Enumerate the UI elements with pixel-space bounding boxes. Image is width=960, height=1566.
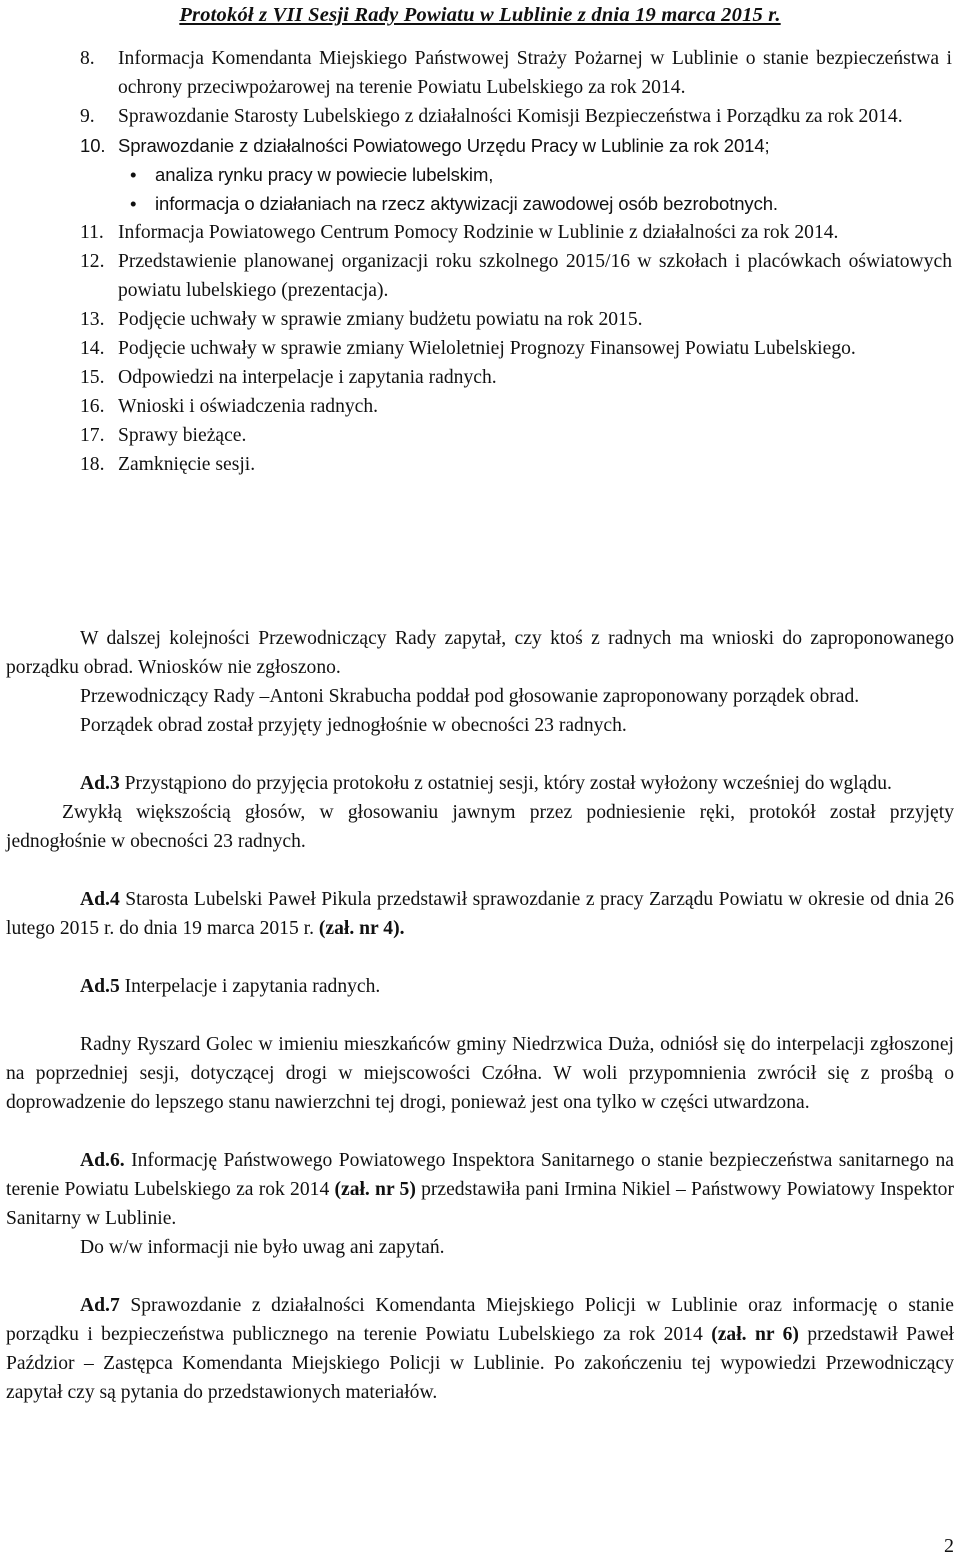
agenda-item-number: 14. (80, 338, 105, 359)
document-body (6, 624, 954, 1407)
section-label: Ad.5 (80, 976, 120, 997)
agenda-item-text: Podjęcie uchwały w sprawie zmiany budżetu powiatu na rok 2015. (118, 309, 643, 330)
section-text: Starosta Lubelski Paweł Pikula przedstawił sprawozdanie z pracy Zarządu Powiatu w okresie od dnia 26 lutego 2015 r. do dnia 19 marca 2015 r. (6, 889, 954, 939)
agenda-item-number: 12. (80, 251, 105, 272)
agenda-item (0, 421, 960, 450)
attachment-ref: (zał. nr 6) (711, 1324, 799, 1345)
agenda-item (0, 334, 960, 363)
section-text: Informację Państwowego Powiatowego Inspektora Sanitarnego o stanie bezpieczeństwa sanitarnego na terenie Powiatu Lubelskiego za rok 2014 (6, 1150, 954, 1200)
agenda-item-text: Sprawozdanie z działalności Powiatowego Urzędu Pracy w Lublinie za rok 2014; (118, 135, 770, 156)
agenda-item-number: 18. (80, 454, 105, 475)
agenda-item (0, 305, 960, 334)
agenda-subitem (118, 160, 952, 189)
paragraph: Zwykłą większością głosów, w głosowaniu jawnym przez podniesienie ręki, protokół został przyjęty jednogłośnie w obecności 23 radnych. (6, 802, 954, 852)
agenda-item (0, 247, 960, 305)
agenda-item (0, 218, 960, 247)
agenda-item-number: 16. (80, 396, 105, 417)
agenda-item (0, 450, 960, 479)
bullet-icon: • (130, 164, 137, 185)
agenda-item-text: Informacja Powiatowego Centrum Pomocy Rodzinie w Lublinie z działalności za rok 2014. (118, 222, 839, 243)
section-text: Sprawozdanie z działalności Komendanta Miejskiego Policji w Lublinie oraz informację o stanie porządku i bezpieczeństwa publicznego na terenie Powiatu Lubelskiego za rok 2014 (6, 1295, 954, 1345)
agenda-item-number: 17. (80, 425, 105, 446)
section-label: Ad.6. (80, 1150, 125, 1171)
agenda-item (0, 363, 960, 392)
page-header: Protokół z VII Sesji Rady Powiatu w Lublinie z dnia 19 marca 2015 r. (179, 4, 781, 26)
agenda-item-number: 13. (80, 309, 105, 330)
page-number: 2 (944, 1535, 954, 1557)
agenda-item (0, 44, 960, 102)
agenda-item-text: Wnioski i oświadczenia radnych. (118, 396, 379, 417)
agenda-item-text: Podjęcie uchwały w sprawie zmiany Wieloletniej Prognozy Finansowej Powiatu Lubelskiego. (118, 338, 856, 359)
agenda-item-text: Sprawy bieżące. (118, 425, 247, 446)
paragraph-ad5 (6, 972, 954, 1001)
agenda-item-number: 11. (80, 222, 104, 243)
section-label: Ad.7 (80, 1295, 120, 1316)
paragraph: Przewodniczący Rady –Antoni Skrabucha poddał pod głosowanie zaproponowany porządek obrad. (80, 686, 860, 707)
section-text: Interpelacje i zapytania radnych. (119, 976, 381, 997)
agenda-item (0, 392, 960, 421)
agenda-item (0, 102, 960, 131)
paragraph-ad7 (6, 1291, 954, 1407)
agenda-subitem-text: analiza rynku pracy w powiecie lubelskim, (155, 164, 494, 185)
agenda-item (0, 131, 960, 218)
attachment-ref: (zał. nr 5) (334, 1179, 416, 1200)
paragraph: Do w/w informacji nie było uwag ani zapytań. (80, 1237, 445, 1258)
agenda-subitem-text: informacja o działaniach na rzecz aktywizacji zawodowej osób bezrobotnych. (155, 193, 778, 214)
paragraph-ad3 (6, 769, 954, 798)
agenda-item-text: Sprawozdanie Starosty Lubelskiego z działalności Komisji Bezpieczeństwa i Porządku za rok 2014. (118, 106, 903, 127)
agenda-item-number: 8. (80, 48, 95, 69)
agenda-sublist (118, 160, 952, 218)
agenda-subitem (118, 189, 952, 218)
section-text: przedstawiła pani Irmina Nikiel – Państwowy Powiatowy Inspektor Sanitarny w Lublinie. (6, 1179, 954, 1229)
section-text: Przystąpiono do przyjęcia protokołu z ostatniej sesji, który został wyłożony wcześniej do wglądu. (119, 773, 892, 794)
paragraph-ad6 (6, 1146, 954, 1233)
section-text: przedstawił Paweł Paździor – Zastępca Komendanta Miejskiego Policji w Lublinie. Po zakończeniu tej wypowiedzi Przewodniczący zapytał czy są pytania do przedstawionych materiałów. (6, 1324, 955, 1403)
paragraph: Porządek obrad został przyjęty jednogłośnie w obecności 23 radnych. (80, 715, 627, 736)
section-label: Ad.3 (80, 773, 120, 794)
agenda-item-number: 15. (80, 367, 105, 388)
agenda-item-number: 10. (80, 135, 106, 156)
agenda-item-text: Zamknięcie sesji. (118, 454, 256, 475)
agenda-item-text: Informacja Komendanta Miejskiego Państwowej Straży Pożarnej w Lublinie o stanie bezpieczeństwa i ochrony przeciwpożarowej na terenie Powiatu Lubelskiego za rok 2014. (118, 48, 952, 98)
agenda-item-text: Przedstawienie planowanej organizacji roku szkolnego 2015/16 w szkołach i placówkach oświatowych powiatu lubelskiego (prezentacja). (118, 251, 952, 301)
paragraph: Radny Ryszard Golec w imieniu mieszkańców gminy Niedrzwica Duża, odniósł się do interpelacji zgłoszonej na poprzedniej sesji, dotyczącej drogi w miejscowości Czółna. W woli przypomnienia zwrócił się z prośbą o doprowadzenie do lepszego stanu nawierzchni tej drogi, ponieważ jest ona tylko w części utwardzona. (6, 1034, 954, 1113)
agenda-item-number: 9. (80, 106, 95, 127)
agenda-list (0, 44, 960, 479)
section-label: Ad.4 (80, 889, 120, 910)
agenda-item-text: Odpowiedzi na interpelacje i zapytania radnych. (118, 367, 497, 388)
bullet-icon: • (130, 193, 137, 214)
attachment-ref: (zał. nr 4). (318, 918, 405, 939)
paragraph-ad4 (6, 885, 954, 943)
paragraph: W dalszej kolejności Przewodniczący Rady zapytał, czy ktoś z radnych ma wnioski do zaproponowanego porządku obrad. Wniosków nie zgłoszono. (6, 628, 954, 678)
